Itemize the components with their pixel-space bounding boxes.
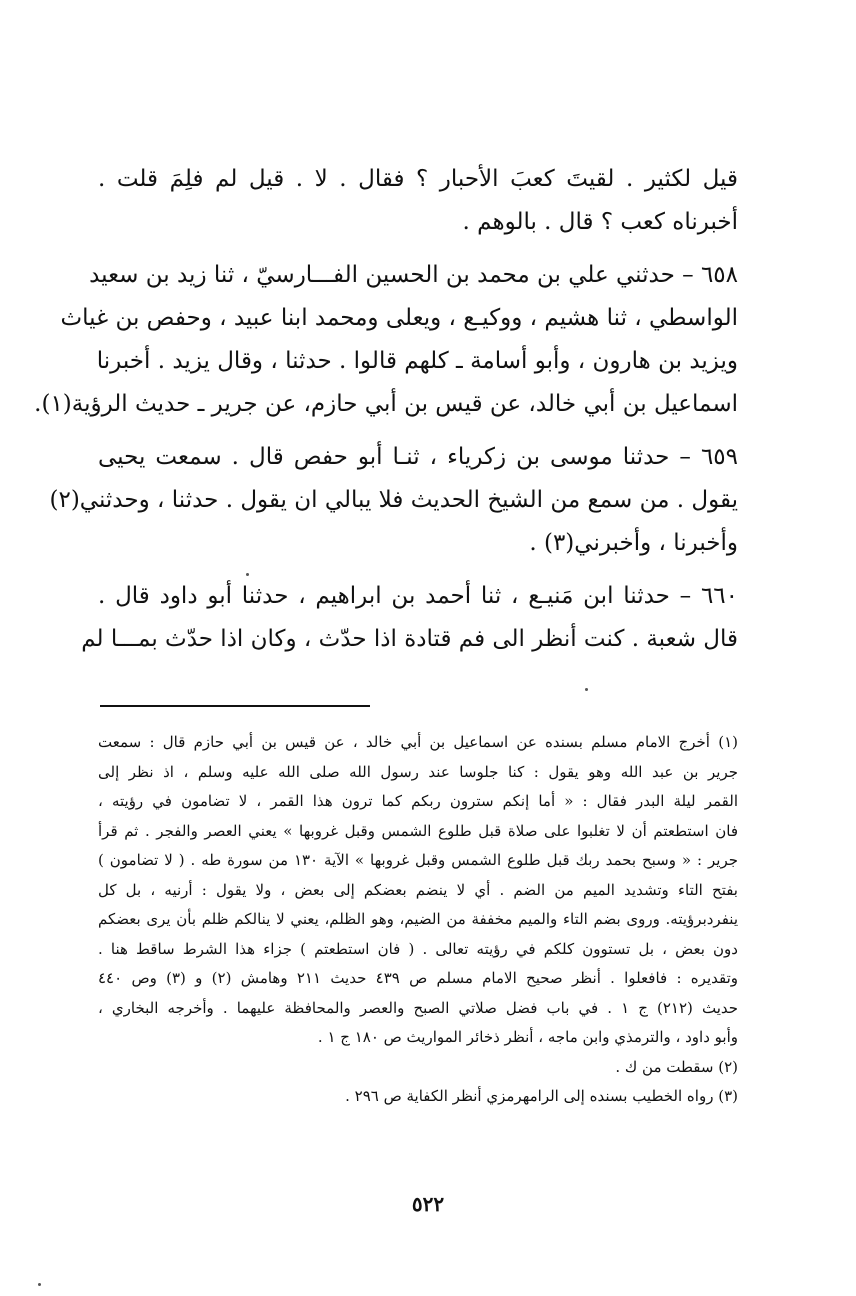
text-line: قال شعبة . كنت أنظر الى فم قتادة اذا حدّث ، وكان اذا حدّث بمـــا لم [81, 626, 738, 652]
scan-speck [38, 1283, 41, 1286]
text-line: أخبرناه كعب ؟ قال . بالوهم . [462, 209, 738, 235]
footnote-line: (٣) رواه الخطيب بسنده إلى الرامهرمزي أنظر الكفاية ص ٢٩٦ . [345, 1087, 738, 1105]
footnote-line: حديث (٢١٢) ج ١ . في باب فضل صلاتي الصبح والعصر والمحافظة عليهما . وأخرجه البخاري ، [98, 998, 739, 1017]
scan-speck [246, 573, 249, 576]
footnote-separator [100, 705, 370, 707]
text-line: يقول . من سمع من الشيخ الحديث فلا يبالي ان يقول . حدثنا ، وحدثني(٢) [49, 487, 738, 513]
footnote-line: دون بعض ، بل تستوون كلكم في رؤيته تعالى . ( فان استطعتم ) جزاء هذا الشرط ساقط هنا . [98, 939, 738, 958]
scan-speck [585, 688, 588, 691]
footnote-line: ينفردبرؤيته. وروى بضم التاء والميم مخففة من الضيم، وهو الظلم، يعني لا ينالكم ظلم بأن يرى بعضكم [98, 910, 738, 928]
text-line: قيل لكثير . لقيتَ كعبَ الأحبار ؟ فقال . لا . قيل لم فلِمَ قلت . [98, 166, 738, 192]
footnote-line: بفتح التاء وتشديد الميم من الضم . أي لا ينضم بعضكم إلى بعض ، ولا يقول : أرنيه ، بل كل [98, 880, 738, 899]
footnote-line: وأبو داود ، والترمذي وابن ماجه ، أنظر ذخائر المواريث ص ١٨٠ ج ١ . [317, 1028, 738, 1046]
footnote-line: (١) أخرج الامام مسلم بسنده عن اسماعيل بن أبي خالد ، عن قيس بن أبي حازم قال : سمعت [98, 733, 738, 751]
footnotes [98, 728, 738, 1112]
text-line: وأخبرنا ، وأخبرني(٣) . [529, 530, 738, 556]
text-line: ٦٦٠ – حدثنا ابن مَنيـع ، ثنا أحمد بن ابراهيم ، حدثنا أبو داود قال . [98, 583, 738, 609]
page-number: ٥٢٢ [411, 1192, 445, 1216]
main-text [34, 158, 738, 661]
text-line: ويزيد بن هارون ، وأبو أسامة ـ كلهم قالوا . حدثنا ، وقال يزيد . أخبرنا [96, 348, 738, 374]
text-line: ٦٥٩ – حدثنا موسى بن زكرياء ، ثنـا أبو حفص قال . سمعت يحيى [98, 444, 738, 470]
footnote-line: جرير بن عبد الله وهو يقول : كنا جلوسا عند رسول الله صلى الله عليه وسلم ، اذ نظر إلى [98, 762, 738, 781]
footnote-line: وتقديره : فافعلوا . أنظر صحيح الامام مسلم ص ٤٣٩ حديث ٢١١ وهامش (٢) و (٣) وص ٤٤٠ [98, 969, 738, 987]
text-line: الواسطي ، ثنا هشيم ، ووكيـع ، ويعلى ومحمد ابنا عبيد ، وحفص بن غياث [60, 305, 738, 331]
text-line: اسماعيل بن أبي خالد، عن قيس بن أبي حازم، عن جرير ـ حديث الرؤية(١). [34, 391, 738, 417]
footnote-line: (٢) سقطت من ك . [615, 1057, 738, 1076]
footnote-line: جرير : « وسبح بحمد ربك قبل طلوع الشمس وقبل غروبها » الآية ١٣٠ من سورة طه . ( لا تضامون ) [98, 851, 739, 869]
text-line: ٦٥٨ – حدثني علي بن محمد بن الحسين الفـــارسيّ ، ثنا زيد بن سعيد [89, 262, 738, 288]
footnote-line: فان استطعتم أن لا تغلبوا على صلاة قبل طلوع الشمس وقبل غروبها » يعني العصر والفجر . ثم قرأ [98, 821, 738, 840]
footnote-line: القمر ليلة البدر فقال : « أما إنكم سترون ربكم كما ترون هذا القمر ، لا تضامون في رؤيته ، [98, 792, 738, 810]
